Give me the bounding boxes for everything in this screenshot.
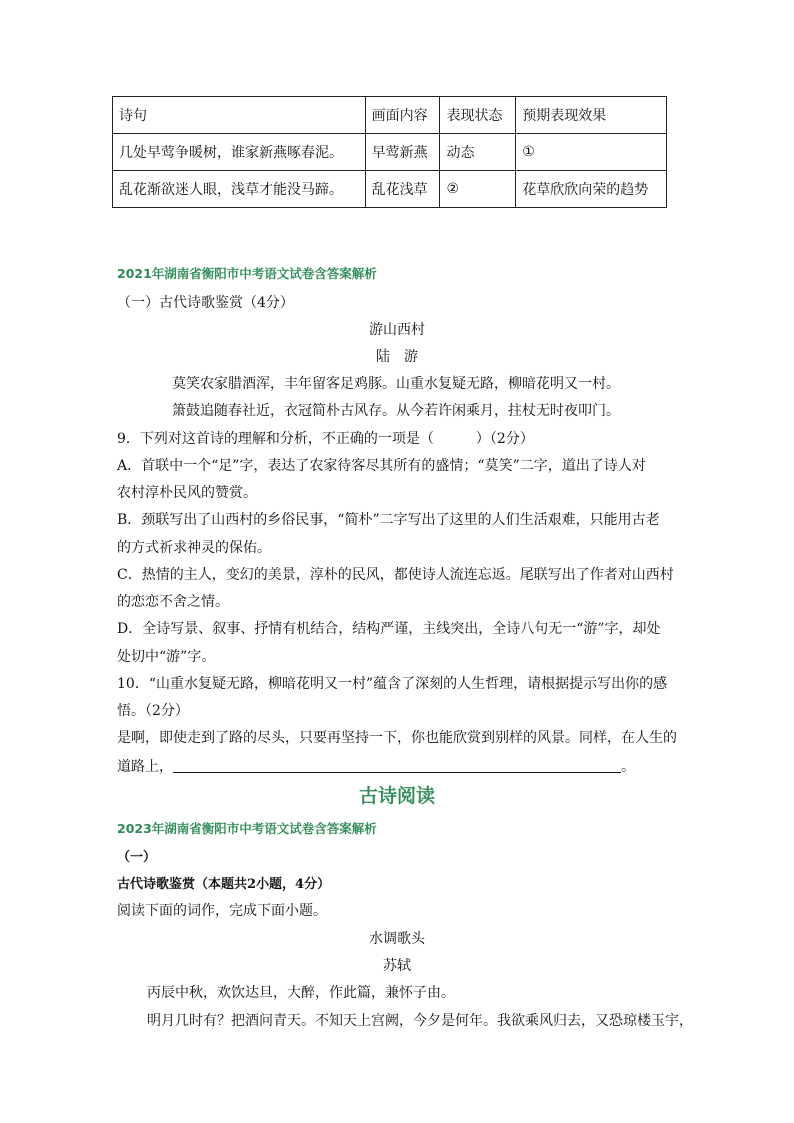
question-10: 10．“山重水复疑无路，柳暗花明又一村”蕴含了深刻的人生哲理，请根据提示写出你的感 [117,676,668,692]
poem-author: 陆 游 [376,349,418,365]
poem-line: 莫笑农家腊酒浑，丰年留客足鸡豚。山重水复疑无路，柳暗花明又一村。 [172,376,620,392]
section-heading: （一）古代诗歌鉴赏（4分） [117,295,294,311]
option-a-cont: 农村淳朴民风的赞赏。 [117,485,257,501]
table-cell: ① [516,134,667,171]
option-c-cont: 的恋恋不舍之情。 [117,594,229,610]
exam-source-2023: 2023年湖南省衡阳市中考语文试卷含答案解析 [117,821,377,836]
question-10-cont: 悟。（2分） [117,703,189,719]
table-cell: 乱花渐欲迷人眼，浅草才能没马蹄。 [113,171,366,208]
poem-analysis-table [112,96,667,208]
option-d-cont: 处切中“游”字。 [117,649,216,665]
section-title: 古诗阅读 [358,785,435,807]
answer-line [117,756,635,776]
table-cell: 几处早莺争暖树，谁家新燕啄春泥。 [113,134,366,171]
table-cell: 花草欣欣向荣的趋势 [516,171,667,208]
option-b: B．颈联写出了山西村的乡俗民事，“简朴”二字写出了这里的人们生活艰难，只能用古老 [117,512,660,528]
poem-line: 明月几时有？把酒问青天。不知天上宫阙，今夕是何年。我欲乘风归去，又恐琼楼玉宇， [147,1013,693,1029]
table-cell: 动态 [440,134,516,171]
table-row [113,171,667,208]
answer-suffix: 。 [621,759,635,775]
question-9: 9．下列对这首诗的理解和分析，不正确的一项是（ ）（2分） [117,431,534,447]
section-heading: 古代诗歌鉴赏（本题共2小题，4分） [117,877,331,892]
table-header-cell: 预期表现效果 [516,97,667,134]
option-a: A．首联中一个“足”字，表达了农家待客尽其所有的盛情；“莫笑”二字，道出了诗人对 [117,458,646,474]
option-d: D．全诗写景、叙事、抒情有机结合，结构严谨，主线突出，全诗八句无一“游”字，却处 [117,621,661,637]
table-row [113,134,667,171]
answer-prefix: 道路上， [117,759,173,775]
exam-source-2021: 2021年湖南省衡阳市中考语文试卷含答案解析 [117,266,377,281]
table-header-cell: 诗句 [113,97,366,134]
option-b-cont: 的方式祈求神灵的保佑。 [117,540,271,556]
table-cell: ② [440,171,516,208]
part-label: （一） [117,850,157,865]
table-header-cell: 画面内容 [365,97,440,134]
answer-prompt: 是啊，即使走到了路的尽头，只要再坚持一下，你也能欣赏到别样的风景。同样，在人生的 [117,730,677,746]
table-cell: 早莺新燕 [365,134,440,171]
table-header-row [113,97,667,134]
poem-title: 游山西村 [369,322,425,338]
poem-line: 箫鼓追随春社近，衣冠简朴古风存。从今若许闲乘月，拄杖无时夜叩门。 [172,403,620,419]
table-cell: 乱花浅草 [365,171,440,208]
instruction: 阅读下面的词作，完成下面小题。 [117,903,327,919]
poem-preface: 丙辰中秋，欢饮达旦，大醉，作此篇，兼怀子由。 [147,985,455,1001]
poem-author: 苏轼 [383,958,411,974]
option-c: C．热情的主人，变幻的美景，淳朴的民风，都使诗人流连忘返。尾联写出了作者对山西村 [117,567,674,583]
poem-title: 水调歌头 [369,931,425,947]
answer-blank[interactable] [173,758,621,773]
table-header-cell: 表现状态 [440,97,516,134]
